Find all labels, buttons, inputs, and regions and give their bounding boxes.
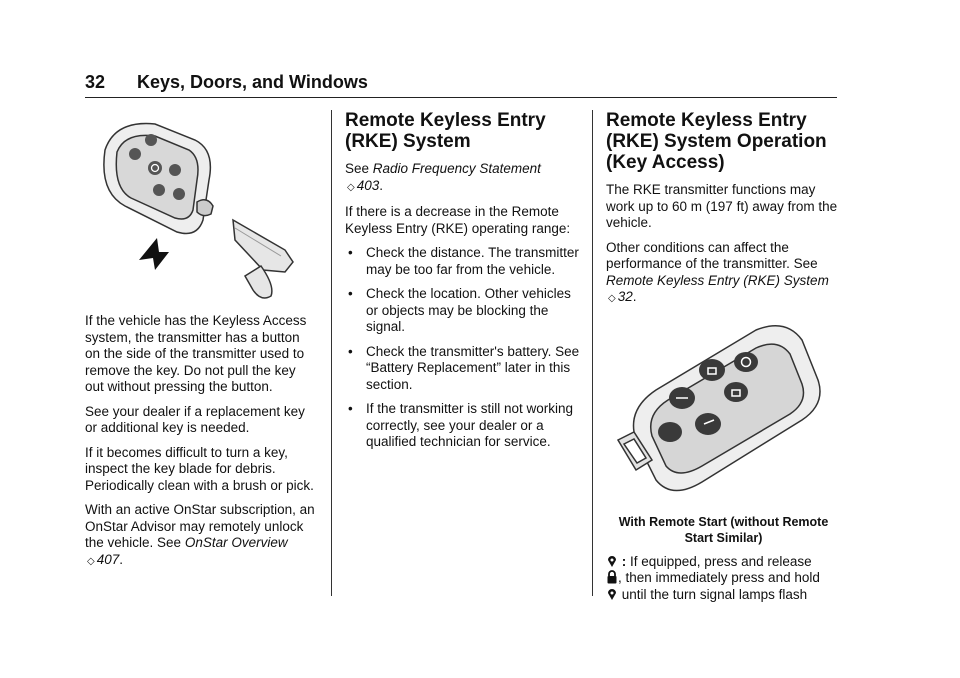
onstar-overview-link[interactable]: OnStar Overview [184, 535, 288, 550]
onstar-paragraph [85, 502, 315, 570]
range-intro-paragraph: If there is a decrease in the Remote Keyless Entry (RKE) operating range: [345, 204, 571, 236]
column-divider-1 [331, 110, 332, 596]
list-item [345, 245, 580, 278]
remote-start-icon [606, 554, 618, 568]
rf-statement-paragraph [345, 161, 580, 196]
onstar-end: . [119, 551, 123, 567]
rke-page-ref[interactable]: 32 [617, 289, 633, 304]
page-header [85, 72, 368, 93]
page-ref-arrow: ◇ [608, 293, 616, 304]
lock-icon [606, 570, 618, 584]
remote-start-paragraph [606, 554, 841, 604]
clean-key-paragraph: If it becomes difficult to turn a key, inspect the key blade for debris. Periodically clean with a brush or pick. [85, 444, 314, 493]
keyless-paragraph: If the vehicle has the Keyless Access system, the transmitter has a button on the side of the transmitter used to remove the key. Do not pull the key out without pressing the button. [85, 313, 307, 394]
figure-caption: With Remote Start (without Remote Start Similar) [618, 514, 829, 545]
list-item-text: Check the transmitter's battery. See “Battery Replacement” later in this section. [366, 343, 580, 392]
column-1 [85, 110, 315, 578]
bullet: • [348, 343, 353, 359]
remote-start-fob-illustration [606, 320, 841, 510]
column-divider-2 [592, 110, 593, 596]
rke-operation-heading: Remote Keyless Entry (RKE) System Operation (Key Access) [606, 110, 827, 173]
onstar-page-ref[interactable]: 407 [96, 551, 120, 567]
column-2 [345, 110, 580, 459]
conditions-end: . [632, 289, 637, 304]
list-item-text: If the transmitter is still not working correctly, see your dealer or a qualified technician for service. [366, 401, 574, 449]
list-item [345, 344, 580, 394]
remote-start-text-c: until the turn signal lamps flash [621, 586, 808, 602]
conditions-text: Other conditions can affect the performance of the transmitter. See [606, 239, 818, 271]
rf-statement-link[interactable]: Radio Frequency Statement [372, 161, 541, 176]
list-item-text: Check the location. Other vehicles or objects may be blocking the signal. [366, 286, 571, 334]
page-ref-arrow: ◇ [87, 555, 95, 567]
section-title: Keys, Doors, and Windows [137, 72, 368, 92]
conditions-paragraph [606, 240, 841, 308]
remote-start-icon [606, 587, 618, 601]
keyless-fob-illustration [85, 110, 315, 310]
column-3 [606, 110, 841, 611]
bullet: • [348, 286, 353, 301]
header-rule [85, 97, 837, 98]
rke-heading: Remote Keyless Entry (RKE) System [345, 110, 546, 152]
remote-start-text-a: If equipped, press and release [630, 553, 812, 569]
list-item [345, 286, 580, 336]
rke-system-link[interactable]: Remote Keyless Entry (RKE) System [606, 272, 829, 288]
dealer-paragraph: See your dealer if a replacement key or additional key is needed. [85, 403, 305, 435]
rf-page-ref[interactable]: 403 [356, 177, 380, 193]
bullet: • [348, 245, 353, 260]
bullet: • [348, 401, 353, 416]
page-ref-arrow: ◇ [347, 181, 355, 193]
list-item [345, 401, 580, 451]
list-item-text: Check the distance. The transmitter may be too far from the vehicle. [366, 245, 579, 277]
rf-end: . [379, 177, 383, 193]
page-number: 32 [85, 72, 106, 92]
remote-start-text-b: , then immediately press and hold [618, 570, 820, 585]
range-checklist [345, 245, 580, 451]
onstar-text: With an active OnStar subscription, an OnStar Advisor may remotely unlock the vehicle. See [85, 502, 315, 550]
rf-pre: See [345, 161, 373, 176]
remote-start-colon: : [618, 553, 630, 569]
range-paragraph: The RKE transmitter functions may work up to 60 m (197 ft) away from the vehicle. [606, 182, 838, 230]
